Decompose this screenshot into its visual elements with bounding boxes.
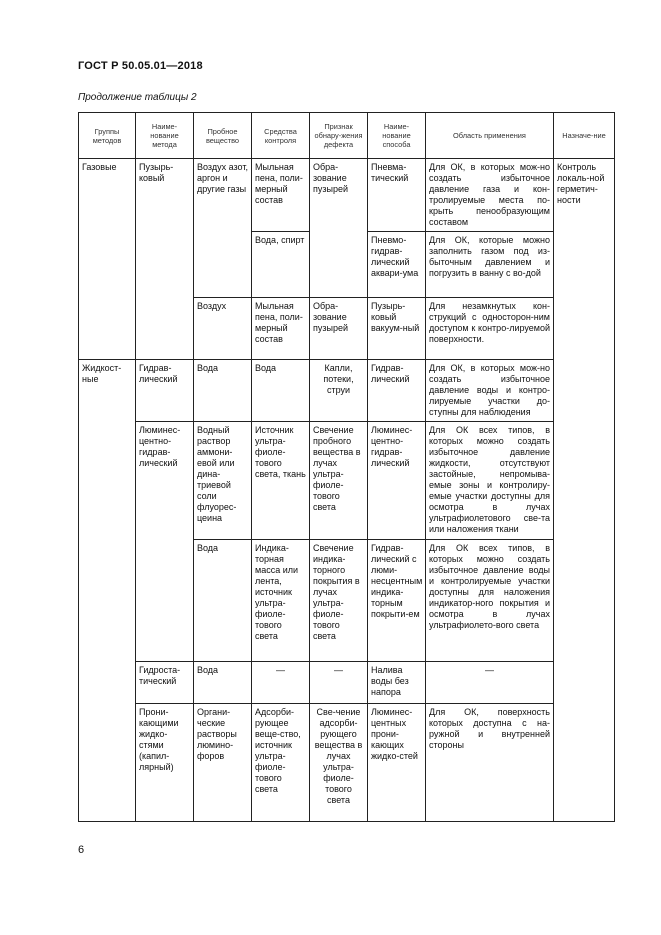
control-dash: —	[252, 662, 310, 704]
methods-table	[78, 112, 615, 822]
method-luminescent-hydraulic: Люминес-центно-гидрав-лический	[136, 422, 194, 662]
method-hydrostatic: Гидроста-тический	[136, 662, 194, 704]
substance-gases: Воздух азот, аргон и другие газы	[194, 159, 252, 298]
mode-pneumatic: Пневма-тический	[368, 159, 426, 232]
control-adsorbent: Адсорби-рующее веще-ство, источник ультра-фиоле-тового света	[252, 704, 310, 822]
substance-fluorescein: Водный раствор аммони-евой или дина-триевой соли флуорес-цеина	[194, 422, 252, 540]
mode-penetrant: Люминес-центных прони-кающих жидко-стей	[368, 704, 426, 822]
substance-water-2: Вода	[194, 540, 252, 662]
control-soap-foam: Мыльная пена, поли-мерный состав	[252, 159, 310, 232]
col-header-control-means: Средства контроля	[252, 113, 310, 159]
mode-gravity-fill: Налива воды без напора	[368, 662, 426, 704]
control-indicator-mass: Индика-торная масса или лента, источник ультра-фиоле-тового света	[252, 540, 310, 662]
area-pneumatic: Для ОК, в которых мож-но создать избыточное давление газа и кон-тролируемые места по-крыть пенообразующим составом	[426, 159, 554, 232]
substance-air: Воздух	[194, 298, 252, 360]
sign-bubbles-2: Обра-зование пузырей	[310, 298, 368, 360]
mode-hydraulic: Гидрав-лический	[368, 360, 426, 422]
table-row	[79, 662, 615, 704]
area-dash: —	[426, 662, 554, 704]
table-row	[79, 360, 615, 422]
col-header-method-name: Наиме-нование метода	[136, 113, 194, 159]
col-header-application-area: Область применения	[426, 113, 554, 159]
area-indicator-coating: Для ОК всех типов, в которых можно создать избыточное давление воды и контролируемые участки доступны для наложения индикатор-ного покрытия и осмотра в лучах ультрафиолето-вого света	[426, 540, 554, 662]
area-luminescent: Для ОК всех типов, в которых можно создать избыточное давление жидкости, отсутствуют застойные, непромыва-емые зоны и контролиру-емые участки доступны для осмотра в лучах ультрафиолетового све-та или наложения ткани	[426, 422, 554, 540]
mode-aquarium: Пневмо-гидрав-лический аквари-ума	[368, 232, 426, 298]
col-header-mode-name: Наиме-нование способа	[368, 113, 426, 159]
method-bubble: Пузырь-ковый	[136, 159, 194, 360]
sign-dash: —	[310, 662, 368, 704]
table-row	[79, 704, 615, 822]
page-number: 6	[78, 844, 85, 856]
mode-vacuum: Пузырь-ковый вакуум-ный	[368, 298, 426, 360]
col-header-test-substance: Пробное вещество	[194, 113, 252, 159]
table-header-row	[79, 113, 615, 159]
col-header-purpose: Назначе-ние	[554, 113, 615, 159]
substance-water-3: Вода	[194, 662, 252, 704]
table-caption: Продолжение таблицы 2	[78, 92, 197, 103]
control-water: Вода	[252, 360, 310, 422]
col-header-defect-sign: Признак обнару-жения дефекта	[310, 113, 368, 159]
sign-bubbles: Обра-зование пузырей	[310, 159, 368, 298]
area-hydraulic: Для ОК, в которых мож-но создать избыточное давление воды и контро-лируемые участки до-ступны для наблюдения	[426, 360, 554, 422]
control-uv-cloth: Источник ультра-фиоле-тового света, ткань	[252, 422, 310, 540]
substance-organic-solutions: Органи-ческие растворы люмино-форов	[194, 704, 252, 822]
document-header: ГОСТ Р 50.05.01—2018	[78, 60, 203, 72]
method-capillary: Прони-кающими жидко-стями (капил-лярный)	[136, 704, 194, 822]
area-aquarium: Для ОК, которые можно заполнить газом под из-быточным давлением и погрузить в ванну с во-дой	[426, 232, 554, 298]
col-header-groups: Группы методов	[79, 113, 136, 159]
sign-glow-substance: Свечение пробного вещества в лучах ультра-фиоле-тового света	[310, 422, 368, 540]
sign-glow-adsorbent: Све-чение адсорби-рующего вещества в лучах ультра-фиоле-тового света	[310, 704, 368, 822]
area-vacuum: Для незамкнутых кон-струкций с односторон-ним доступом к контро-лируемой поверхности.	[426, 298, 554, 360]
mode-indicator-coating: Гидрав-лический с люми-несцентным индика-торным покрыти-ем	[368, 540, 426, 662]
control-soap-foam-2: Мыльная пена, поли-мерный состав	[252, 298, 310, 360]
purpose-local-tightness: Контроль локаль-ной герметич-ности	[554, 159, 615, 822]
area-penetrant: Для ОК, поверхность которых доступна с на-ружной и внутренней стороны	[426, 704, 554, 822]
group-liquid: Жидкост-ные	[79, 360, 136, 822]
method-hydraulic: Гидрав-лический	[136, 360, 194, 422]
mode-luminescent: Люминес-центно-гидрав-лический	[368, 422, 426, 540]
sign-glow-coating: Свечение индика-торного покрытия в лучах ультра-фиоле-тового света	[310, 540, 368, 662]
table-row	[79, 422, 615, 540]
control-water-alcohol: Вода, спирт	[252, 232, 310, 298]
group-gas: Газовые	[79, 159, 136, 360]
table-row	[79, 159, 615, 232]
sign-drops: Капли, потеки, струи	[310, 360, 368, 422]
substance-water: Вода	[194, 360, 252, 422]
